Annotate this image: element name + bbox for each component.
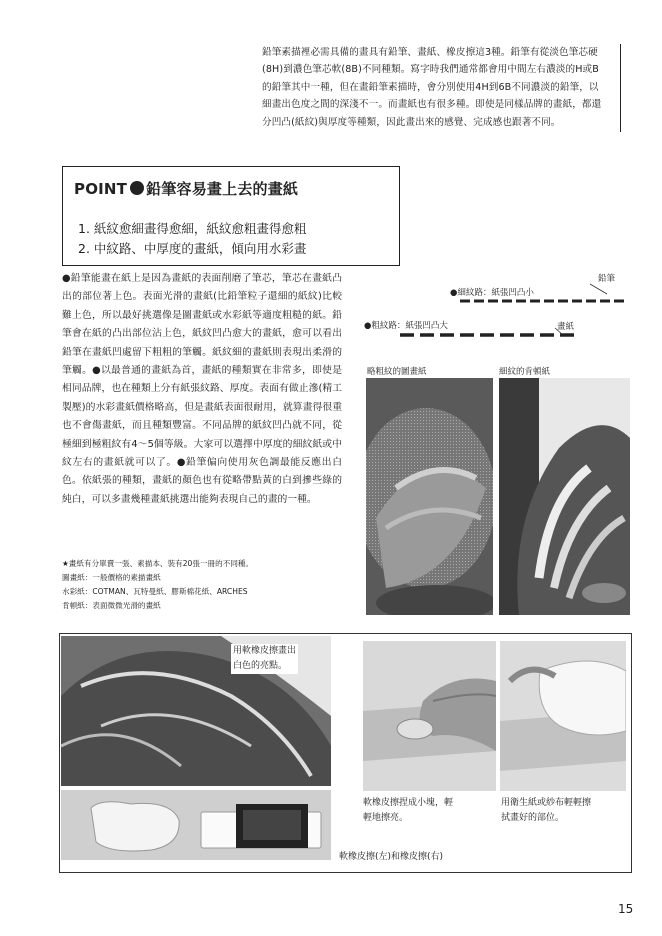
diagram-label-coarse: ●粗紋路：紙張凹凸大	[364, 321, 448, 331]
diagram-label-paper: 畫紙	[557, 322, 575, 332]
diagram-label-fine: ●細紋路：紙張凹凸小	[450, 288, 534, 298]
pencil-pointer-line	[590, 284, 607, 294]
point-heading: 鉛筆容易畫上去的畫紙	[146, 180, 299, 198]
note-line: ★畫紙有分單賣一張、素描本、裝有20張一冊的不同種。	[62, 559, 254, 568]
point-title	[74, 178, 298, 199]
kneaded-eraser-photo	[363, 641, 496, 791]
caption-line: 輕地擦亮。	[363, 813, 409, 823]
photo-caption-fine: 細紋的肯頓紙	[499, 367, 551, 377]
caption-line: 軟橡皮擦捏成小塊，輕	[363, 798, 454, 808]
tissue-wipe-photo	[500, 641, 626, 791]
bullet-dot-icon	[130, 181, 144, 195]
note-line: 圖畫紙：一般價格的素描畫紙	[62, 573, 161, 582]
caption-line: 用衛生紙或紗布輕輕擦	[501, 798, 592, 808]
body-text: ●鉛筆能畫在紙上是因為畫紙的表面削磨了筆芯，筆芯在畫紙凸出的部位著上色。表面光滑的畫紙(比鉛筆粒子還細的紙紋)比較難上色，所以最好挑選像是圖畫紙或水彩紙等適度粗糙的紙。鉛筆會在紙的凸出部位沾上色，紙紋凹凸愈大的畫紙，愈可以看出鉛筆在畫紙凹處留下粗粗的筆觸。紙紋細的畫紙則表現出柔滑的筆觸。●以最普通的畫紙為首，畫紙的種類實在非常多，即使是相同品牌，也在種類上分有紙張紋路、厚度。表面有做止滲(精工製壓)的水彩畫紙價格略高，但是畫紙表面很耐用，就算畫得很重也不會傷畫紙，而且種類豐富。不同品牌的紙紋凹凸就不同，從極細到極粗紋有4～5個等級。大家可以選擇中厚度的細紋紙或中紋左右的畫紙就可以了。●鉛筆偏向使用灰色調最能反應出白色。依紙張的種類，畫紙的顏色也有從略帶點黃的白到摻些綠的純白，可以多畫幾種畫紙挑選出能夠表現自己的畫的一種。	[62, 273, 342, 505]
highlight-note-line: 白色的亮點。	[233, 661, 288, 671]
erasers-caption: 軟橡皮擦(左)和橡皮擦(右)	[339, 852, 444, 862]
paper-pointer-line	[555, 328, 563, 335]
rough-paper-drawing-image	[366, 378, 493, 615]
point-label: POINT	[74, 180, 128, 198]
tissue-wipe-caption	[501, 796, 591, 826]
highlight-note	[231, 644, 298, 674]
note-line: 肯頓紙：表面微微光滑的畫紙	[62, 601, 161, 610]
fine-paper-drawing-image	[499, 378, 630, 615]
paper-notes	[62, 557, 352, 613]
page-number: 15	[618, 902, 634, 916]
photo-caption-rough: 略粗紋的圖畫紙	[367, 367, 427, 377]
erasers-image	[61, 790, 331, 860]
point-item-2: 2. 中紋路、中厚度的畫紙，傾向用水彩畫	[78, 241, 307, 256]
caption-line: 拭畫好的部位。	[501, 813, 565, 823]
kneaded-eraser-caption	[363, 796, 453, 826]
note-line: 水彩紙：COTMAN、瓦特曼紙、膠斯棉花紙、ARCHES	[62, 587, 248, 596]
paper-texture-diagram	[360, 278, 630, 348]
point-item-1: 1. 紙紋愈細畫得愈細，紙紋愈粗畫得愈粗	[78, 221, 307, 236]
diagram-label-pencil: 鉛筆	[598, 274, 616, 284]
intro-paragraph: 鉛筆素描裡必需具備的畫具有鉛筆、畫紙、橡皮擦這3種。鉛筆有從淡色筆芯硬(8H)到濃色筆芯軟(8B)不同種類。寫字時我們通常都會用中間左右濃淡的H或B的鉛筆其中一種，但在畫鉛筆素描時，會分別使用4H到6B不同濃淡的鉛筆，以細畫出色度之間的深淺不一。而畫紙也有很多種。即使是同樣品牌的畫紙，都還分凹凸(紙紋)與厚度等種類，因此畫出來的感覺、完成感也跟著不同。	[262, 44, 621, 132]
highlight-note-line: 用軟橡皮擦畫出	[233, 646, 297, 656]
